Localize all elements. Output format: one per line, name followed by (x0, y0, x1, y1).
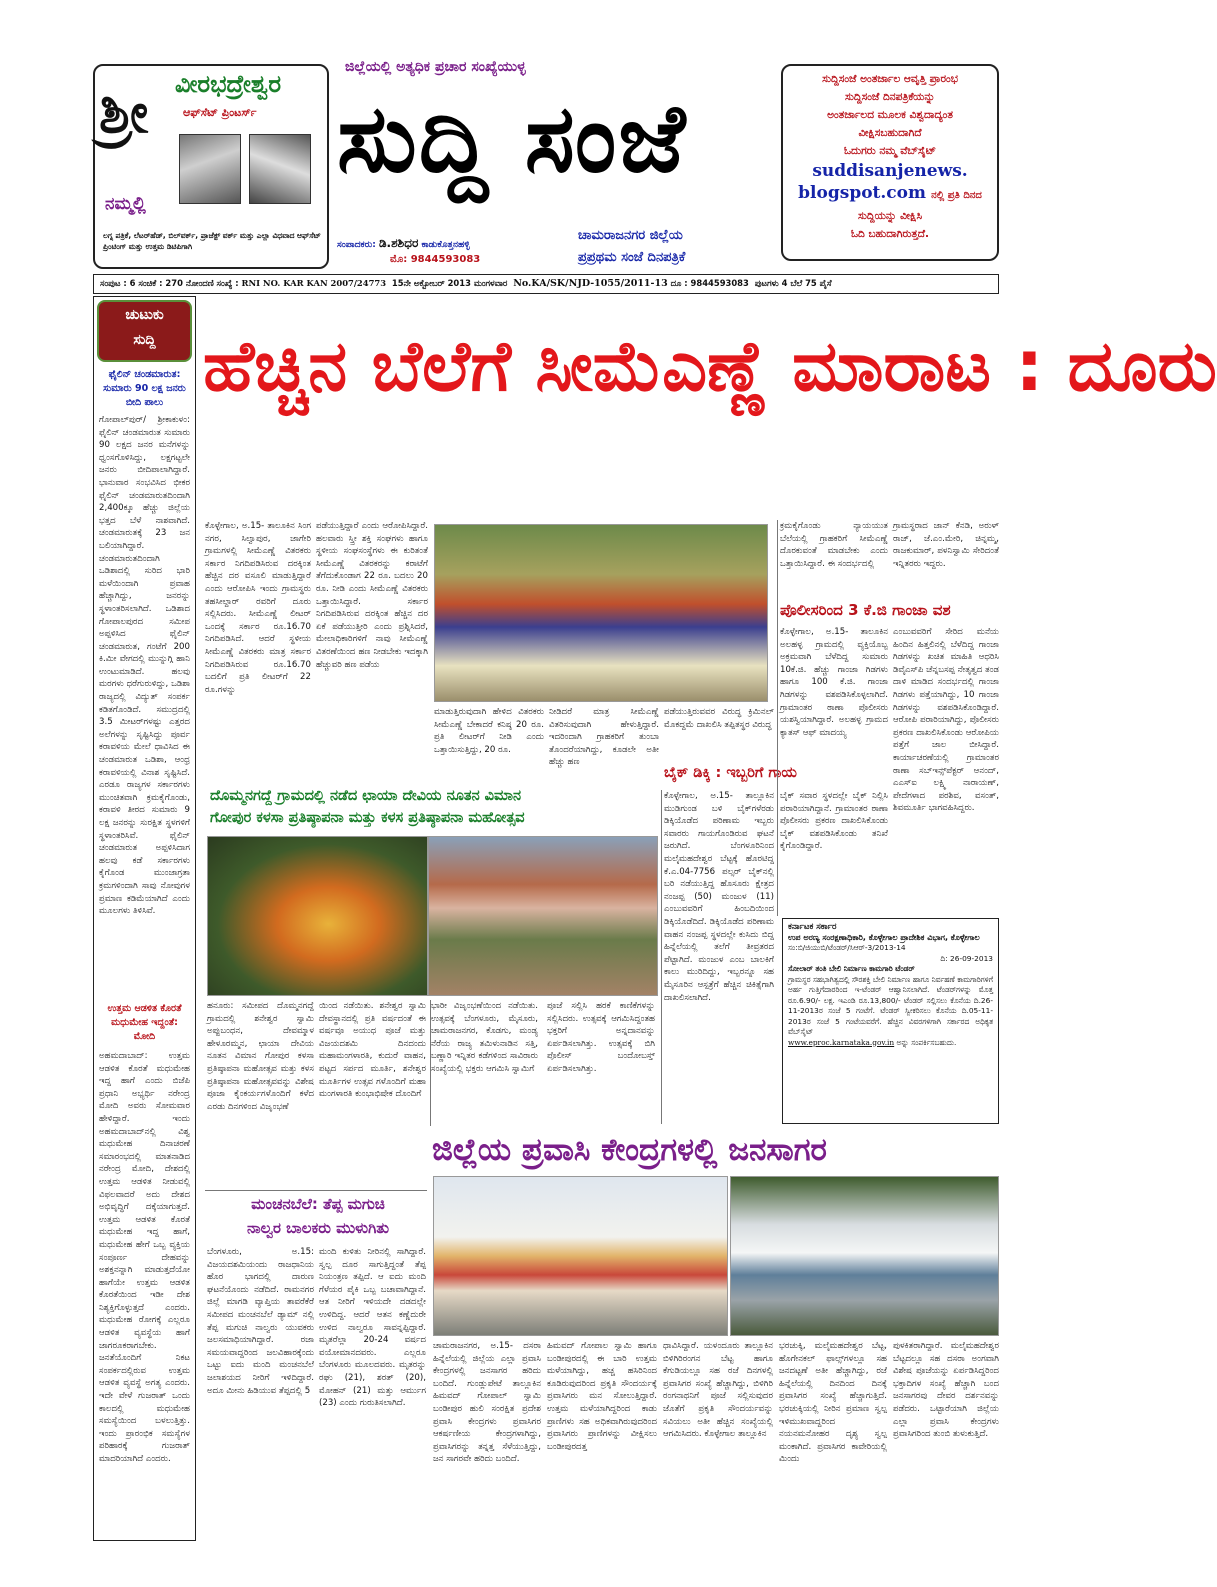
chutuku-line-2: ಸುದ್ದಿ (133, 332, 156, 348)
editor-place: ಕಾಡುಕೊತ್ತನಹಳ್ಳಿ (421, 240, 470, 250)
sidebar-text-1: ಗೋಪಾಲ್‌ಪುರ್/ ಶ್ರೀಕಾಕುಳಂ: ಫೈಲಿನ್ ಚಂಡಮಾರುತ ಸುಮಾರು 90 ಲಕ್ಷದ ಜನರ ಮನೆಗಳನ್ನು ಧ್ವಂಸಗೊಳಿಸಿದ್ದು, ಲಕ್ಷಗಟ್ಟಲೇ ಜನರು ಬೀದಿಪಾಲಾಗಿದ್ದಾರೆ. ಭಾನುವಾರ ಸಂಭವಿಸಿದ ಭೀಕರ ಫೈಲಿನ್ ಚಂಡಮಾರುತದಿಂದಾಗಿ 2,400ಕ್ಕೂ ಹೆಚ್ಚು ಜಿಲ್ಲೆಯ ಭತ್ತದ ಬೆಳೆ ನಾಶವಾಗಿದೆ. ಚಂಡಮಾರುತಕ್ಕೆ 23 ಜನ ಬಲಿಯಾಗಿದ್ದಾರೆ. ಚಂಡಮಾರುತದಿಂದಾಗಿ ಒಡಿಶಾದಲ್ಲಿ ಸುರಿದ ಭಾರಿ ಮಳೆಯಿಂದಾಗಿ ಪ್ರವಾಹ ಹೆಚ್ಚಾಗಿದ್ದು, ಜನರನ್ನು ಸ್ಥಳಾಂತರಿಸಲಾಗಿದೆ. ಒಡಿಶಾದ ಗೋಪಾಲಪುರದ ಸಮೀಪ ಅಪ್ಪಳಿಸಿದ ಫೈಲಿನ್ ಚಂಡಮಾರುತ, ಗಂಟೆಗೆ 200 ಕಿ.ಮೀ ವೇಗದಲ್ಲಿ ಮುನ್ನುಗ್ಗಿ ಹಾನಿ ಉಂಟುಮಾಡಿದೆ. ಹಲವು ಮರಗಳು ಧರೆಗುರುಳಿದ್ದು, ಒಡಿಶಾ ರಾಜ್ಯದಲ್ಲಿ ವಿದ್ಯುತ್ ಸಂಪರ್ಕ ಕಡಿತಗೊಂಡಿದೆ. ಸಮುದ್ರದಲ್ಲಿ 3.5 ಮೀಟರ್‌ಗಳಷ್ಟು ಎತ್ತರದ ಅಲೆಗಳನ್ನು ಸೃಷ್ಟಿಸಿದ್ದು ಪೂರ್ವ ಕರಾವಳಿಯ ಮೇಲೆ ಧಾವಿಸಿದ ಈ ಚಂಡಮಾರುತ ಒಡಿಶಾ, ಆಂಧ್ರ ಕರಾವಳಿಯಲ್ಲಿ ವಿನಾಶ ಸೃಷ್ಟಿಸಿದೆ. ಎರಡೂ ರಾಜ್ಯಗಳ ಸರ್ಕಾರಗಳು ಮುಂಚಿತವಾಗಿ ಕ್ರಮಕೈಗೊಂಡು, ಕರಾವಳಿ ತೀರದ ಸುಮಾರು 9 ಲಕ್ಷ ಜನರನ್ನು ಸುರಕ್ಷಿತ ಸ್ಥಳಗಳಿಗೆ ಸ್ಥಳಾಂತರಿಸಿವೆ. ಫೈಲಿನ್ ಚಂಡಮಾರುತ ಅಪ್ಪಳಿಸಿದಾಗ ಹಲವು ಕಡೆ ಸರ್ಕಾರಗಳು ಕೈಗೊಂಡ ಮುಂಜಾಗ್ರತಾ ಕ್ರಮಗಳಿಂದಾಗಿ ಸಾವು ನೋವುಗಳ ಪ್ರಮಾಣ ಕಡಿಮೆಯಾಗಿದೆ ಎಂದು ಮೂಲಗಳು ತಿಳಿಸಿವೆ. (99, 415, 190, 917)
drown-col-2: ಮಂದಿ ಕುಳಿತು ನೀರಿನಲ್ಲಿ ಸಾಗಿದ್ದಾರೆ. ಸ್ವಲ್ಪ ದೂರ ಸಾಗುತ್ತಿದ್ದಂತೆ ತೆಪ್ಪ ನಿಯಂತ್ರಣ ತಪ್ಪಿದೆ. ಆ ಐದು ಮಂದಿ ಗೆಳೆಯರ ಪೈಕಿ ಒಬ್ಬ ಬಚಾವಾಗಿದ್ದಾನೆ. ಆತ ನೀರಿಗೆ ಇಳಿಯದೇ ದಡದಲ್ಲೇ ಉಳಿದಿದ್ದ. ಆದರೆ ಆತನ ಕಣ್ಣೆದುರೇ ಉಳಿದ ನಾಲ್ವರೂ ಸಾವನ್ನಪ್ಪಿದ್ದಾರೆ. ಮೃತರೆಲ್ಲಾ 20-24 ವರ್ಷದ ವಯೋಮಾನದವರು. ಎಲ್ಲರೂ ಬೆಂಗಳೂರು ಮೂಲದವರು. ಮೃತರನ್ನು ರಘು (21), ಶರತ್ (20), ಮೋಹನ್ (21) ಮತ್ತು ಆರ್ಮುಗ (23) ಎಂದು ಗುರುತಿಸಲಾಗಿದೆ. (319, 1247, 426, 1409)
dateline-date: 15ನೇ ಅಕ್ಟೋಬರ್ 2013 ಮಂಗಳವಾರ (391, 278, 508, 288)
phone-label: ಮೊ: (390, 254, 408, 265)
editor-label: ಸಂಪಾದಕರು: (337, 240, 376, 250)
right-ad-line-1: ಸುದ್ದಿಸಂಜೆ ಅಂತರ್ಜಾಲ ಆವೃತ್ತಿ ಪ್ರಾರಂಭ (822, 73, 958, 85)
right-ad-line-5: ಓದುಗರು ನಮ್ಮ ವೆಬ್‌ಸೈಟ್ (843, 145, 937, 157)
tourism-col-5: ಪುಳಕಿತರಾಗಿದ್ದಾರೆ. ಮಲೈಮಹದೇಶ್ವರ ಬೆಟ್ಟದಲ್ಲೂ ಸಹ ದಸರಾ ಅಂಗವಾಗಿ ವಿಶೇಷ ಪೂಜೆಯನ್ನು ಏರ್ಪಡಿಸಿದ್ದರಿಂದ ಭಕ್ತಾದಿಗಳ ಸಂಖ್ಯೆ ಹೆಚ್ಚಾಗಿ ಬಂದ ಜನಸಾಗರವು ದೇವರ ದರ್ಶನವನ್ನು ಪಡೆದರು. ಒಟ್ಟಾರೆಯಾಗಿ ಜಿಲ್ಲೆಯ ಎಲ್ಲಾ ಪ್ರವಾಸಿ ಕೇಂದ್ರಗಳು ಪ್ರವಾಸಿಗರಿಂದ ತುಂಬಿ ತುಳುಕುತ್ತಿದೆ. (893, 1341, 999, 1440)
right-ad-line-6: ನಲ್ಲಿ ಪ್ರತಿ ದಿನದ (931, 190, 982, 201)
main-story-col-1: ಕೊಳ್ಳೇಗಾಲ, ಅ.15- ತಾಲೂಕಿನ ಸಿಂಗ ನಗರ, ಸಿಲ್ವಾಪುರ, ಜಾಗೇರಿ ಗ್ರಾಮಗಳಲ್ಲಿ ಸೀಮೆಎಣ್ಣೆ ವಿತರಕರು ಸರ್ಕಾರ ನಿಗದಿಪಡಿಸಿರುವ ದರಕ್ಕಿಂತ ಹೆಚ್ಚಿನ ದರ ವಸೂಲಿ ಮಾಡುತ್ತಿದ್ದಾರೆ ಎಂದು ಆರೋಪಿಸಿ ಇಂದು ಗ್ರಾಮಸ್ಥರು ತಹಸೀಲ್ದಾರ್ ರವರಿಗೆ ದೂರು ಸಲ್ಲಿಸಿದರು. ಸೀಮೆಎಣ್ಣೆ ಲೀಟರ್ ಒಂದಕ್ಕೆ ಸರ್ಕಾರ ರೂ.16.70 ನಿಗದಿಪಡಿಸಿದೆ. ಆದರೆ ಸ್ಥಳೀಯ ಸೀಮೆಎಣ್ಣೆ ವಿತರಕರು ಮಾತ್ರ ಸರ್ಕಾರ ನಿಗದಿಪಡಿಸಿರುವ ರೂ.16.70 ಬದಲಿಗೆ ಪ್ರತಿ ಲೀಟರ್‌ಗೆ 22 ರೂ.ಗಳನ್ನು (205, 521, 311, 695)
temple-col-1: ಹನೂರು: ಸಮೀಪದ ದೊಮ್ಮನಗದ್ದೆ ಗ್ರಾಮದಲ್ಲಿ ಶನೇಶ್ವರ ಸ್ವಾಮಿ ಅಪ್ಪುಬಂಧನ, ದೇವಮ್ಮಾಳ ಹೇಳೂರಮ್ಮನ, ಛಾಯಾ ದೇವಿಯ ನೂತನ ವಿಮಾನ ಗೋಪುರ ಕಳಸಾ ಪ್ರತಿಷ್ಠಾಪನಾ ಮಹೋತ್ಸವ ಮತ್ತು ಕಳಸ ಪ್ರತಿಷ್ಠಾಪನಾ ಮಹೋತ್ಸವವನ್ನು ವಿಶೇಷ ಪೂಜಾ ಕೈಂಕರ್ಯಗಳೊಂದಿಗೆ ಕಳೆದ ಎರಡು ದಿನಗಳಿಂದ ವಿಜೃಂಭಣೆ (207, 1001, 314, 1112)
dateline-volume: ಸಂಪುಟ : 6 ಸಂಚಿಕೆ : 270 ನೋಂದಣಿ ಸಂಖ್ಯೆ : (100, 278, 239, 288)
main-headline: ಹೆಚ್ಚಿನ ಬೆಲೆಗೆ ಸೀಮೆಎಣ್ಣೆ ಮಾರಾಟ : ದೂರು (203, 325, 1217, 407)
main-story-col-5: ಪಡೆಯುತ್ತಿರುವವರ ವಿರುದ್ಧ ಕ್ರಿಮಿನಲ್ ಮೊಕದ್ದಮೆ ದಾಖಲಿಸಿ ತಪ್ಪಿತಸ್ಥರ ವಿರುದ್ಧ (664, 707, 774, 730)
sidebar-headline-1: ಫೈಲಿನ್ ಚಂಡಮಾರುತ: ಸುಮಾರು 90 ಲಕ್ಷ ಜನರು ಬೀದಿ ಪಾಲು (103, 369, 186, 408)
temple-photo-2 (428, 836, 658, 996)
tender-url-row (788, 1038, 993, 1049)
tender-title-2: ಉಪ ಅರಣ್ಯ ಸಂರಕ್ಷಣಾಧಿಕಾರಿ, ಕೊಳ್ಳೇಗಾಲ ಪ್ರಾದೇಶಿಕ ವಿಭಾಗ, ಕೊಳ್ಳೇಗಾಲ (788, 932, 980, 942)
right-ad-line-3: ಅಂತರ್ಜಾಲದ ಮೂಲಕ ವಿಶ್ವದಾದ್ಯಂತ (827, 109, 953, 121)
sidebar-headline-2: ಉತ್ತಮ ಆಡಳಿತ ಕೊರತೆ ಮಧುಮೇಹ ಇದ್ದಂತೆ: ಮೋದಿ (107, 1003, 182, 1042)
tender-notice-box (782, 918, 999, 1124)
temple-headline-2: ಗೋಪುರ ಕಳಸಾ ಪ್ರತಿಷ್ಠಾಪನಾ ಮತ್ತು ಕಳಸ ಪ್ರತಿಷ್ಠಾಪನಾ ಮಹೋತ್ಸವ (210, 810, 525, 826)
right-ad-line-8: ಓದಿ ಬಹುದಾಗಿರುತ್ತದೆ. (851, 228, 929, 240)
right-ad-line-4: ವೀಕ್ಷಿಸಬಹುದಾಗಿದೆ (858, 127, 922, 139)
right-ad-box (781, 64, 999, 261)
sidebar-text-2: ಅಹಮದಾಬಾದ್: ಉತ್ತಮ ಆಡಳಿತ ಕೊರತೆ ಮಧುಮೇಹ ಇದ್ದ ಹಾಗೆ ಎಂದು ಬಿಜೆಪಿ ಪ್ರಧಾನಿ ಅಭ್ಯರ್ಥಿ ನರೇಂದ್ರ ಮೋದಿ ಅವರು ಸೋಮವಾರ ಹೇಳಿದ್ದಾರೆ. ಇಂದು ಅಹಮದಾಬಾದ್‌ನಲ್ಲಿ ವಿಶ್ವ ಮಧುಮೇಹ ದಿನಾಚರಣೆ ಸಮಾರಂಭದಲ್ಲಿ ಮಾತನಾಡಿದ ನರೇಂದ್ರ ಮೋದಿ, ದೇಶದಲ್ಲಿ ಉತ್ತಮ ಆಡಳಿತ ನೀಡುವಲ್ಲಿ ವಿಫಲವಾದರೆ ಅದು ದೇಶದ ಅಭಿವೃದ್ಧಿಗೆ ದಕ್ಕೆಯಾಗುತ್ತದೆ. ಉತ್ತಮ ಆಡಳಿತ ಕೊರತೆ ಮಧುಮೇಹ ಇದ್ದ ಹಾಗೆ, ಮಧುಮೇಹ ಹೇಗೆ ಒಬ್ಬ ವ್ಯಕ್ತಿಯ ಸಂಪೂರ್ಣ ದೇಹವನ್ನು ಅಶಕ್ತನನ್ನಾಗಿ ಮಾಡುತ್ತದೆಯೋ ಹಾಗೆಯೇ ಉತ್ತಮ ಆಡಳಿತ ಕೊರತೆಯಿಂದ ಇಡೀ ದೇಶ ನಿಶ್ಯಕ್ತಿಗೊಳ್ಳುತ್ತದೆ ಎಂದರು. ಮಧುಮೇಹ ರೋಗಕ್ಕೆ ಎಲ್ಲರೂ ಆಡಳಿತ ವ್ಯವಸ್ಥೆಯ ಹಾಗೆ ಜಾಗರೂಕರಾಗಬೇಕು. ಜನತೆಯೊಂದಿಗೆ ನಿಕಟ ಸಂಪರ್ಕದಲ್ಲಿರುವ ಉತ್ತಮ ಆಡಳಿತ ವ್ಯವಸ್ಥೆ ಅಗತ್ಯ ಎಂದರು. ಇದೇ ವೇಳೆ ಗುಜರಾತ್ ಒಂದು ಕಾಲದಲ್ಲಿ ಮಧುಮೇಹ ಸಮಸ್ಯೆಯಿಂದ ಬಳಲುತ್ತಿತ್ತು. ಇಂದು ಪ್ರಾರಂಭಿಕ ಸಮಸ್ಯೆಗಳ ಪರಿಹಾರಕ್ಕೆ ಗುಜರಾತ್ ಮಾದರಿಯಾಗಿದೆ ಎಂದರು. (99, 1051, 190, 1464)
accident-col-2: ಬೈಕ್ ಸವಾರ ಸ್ಥಳದಲ್ಲೇ ಬೈಕ್ ನಿಲ್ಲಿಸಿ ಪರಾರಿಯಾಗಿದ್ದಾನೆ. ಗ್ರಾಮಾಂತರ ಠಾಣಾ ಪೊಲೀಸರು ಪ್ರಕರಣ ದಾಖಲಿಸಿಕೊಂಡು ಬೈಕ್ ವಶಪಡಿಸಿಕೊಂಡು ತನಿಖೆ ಕೈಗೊಂಡಿದ್ದಾರೆ. (780, 791, 888, 852)
phone-number: 9844593083 (410, 254, 481, 265)
main-story-col-2: ಪಡೆಯುತ್ತಿದ್ದಾರೆ ಎಂದು ಆರೋಪಿಸಿದ್ದಾರೆ. ಹಲವಾರು ಸ್ತ್ರೀ ಶಕ್ತಿ ಸಂಘಗಳು ಹಾಗೂ ಸ್ಥಳೀಯ ಸಂಘಸಂಸ್ಥೆಗಳು ಈ ಕುರಿತಂತೆ ಸೀಮೆಎಣ್ಣೆ ವಿತರಕರನ್ನು ಕರಾಟೆಗೆ ತೆಗೆದುಕೊಂಡಾಗ 22 ರೂ. ಬದಲು 20 ರೂ. ನೀಡಿ ಎಂದು ಸೀಮೆಎಣ್ಣೆ ವಿತರಕರು ಒತ್ತಾಯಿಸಿದ್ದಾರೆ. ಸರ್ಕಾರ ನಿಗದಿಪಡಿಸಿರುವ ದರಕ್ಕಿಂತ ಹೆಚ್ಚಿನ ದರ ಏಕೆ ಪಡೆಯುತ್ತೀರಿ ಎಂದು ಪ್ರಶ್ನಿಸಿದರೆ, ಮೇಲಾಧಿಕಾರಿಗಳಿಗೆ ನಾವು ಸೀಮೆಎಣ್ಣೆ ವಿತರಣೆಯಿಂದ ಹಣ ನೀಡಬೇಕು ಇದಕ್ಕಾಗಿ ಹೆಚ್ಚುವರಿ ಹಣ ಪಡೆಯ (316, 521, 428, 670)
tender-tail: ಅನ್ನು ಸಂಪರ್ಕಿಸಬಹುದು. (896, 1037, 957, 1047)
tourism-col-1: ಚಾಮರಾಜನಗರ, ಅ.15- ದಸರಾ ಹಿನ್ನೆಲೆಯಲ್ಲಿ ಜಿಲ್ಲೆಯ ಎಲ್ಲಾ ಪ್ರವಾಸಿ ಕೇಂದ್ರಗಳಲ್ಲಿ ಜನಸಾಗರ ಹರಿದು ಬಂದಿದೆ. ಗುಂಡ್ಲುಪೇಟೆ ತಾಲ್ಲೂಕಿನ ಹಿಮವದ್ ಗೋಪಾಲ್ ಸ್ವಾಮಿ ಬಂಡೀಪುರ ಹುಲಿ ಸಂರಕ್ಷಿತ ಪ್ರದೇಶ ಪ್ರವಾಸಿ ಕೇಂದ್ರಗಳು ಪ್ರವಾಸಿಗರ ಆಕರ್ಷಣೀಯ ಕೇಂದ್ರಗಳಾಗಿದ್ದು, ಪ್ರವಾಸಿಗರನ್ನು ತನ್ನತ್ತ ಸೆಳೆಯುತ್ತಿದ್ದು, ಜನ ಸಾಗರವೇ ಹರಿದು ಬಂದಿದೆ. (433, 1341, 541, 1465)
masthead-title: ಸುದ್ದಿ ಸಂಜೆ (337, 85, 688, 194)
tender-subject: ಸೋಲಾರ್ ತಂತಿ ಬೇಲಿ ನಿರ್ಮಾಣ ಕಾಮಗಾರಿ ಟೆಂಡರ್ (788, 964, 915, 973)
main-story-col-7: ಗ್ರಾಮಸ್ಥರಾದ ಜಾನ್ ಕೆನಡಿ, ಅರುಳ್ ರಾಜ್, ಜೆ.ಎಂ.ಮೇರಿ, ಚಿನ್ನಮ್ಮ, ರಾಜಕುಮಾರ್, ಪಳನಿಸ್ವಾಮಿ ಸೇರಿದಂತೆ ಇನ್ನಿತರರು ಇದ್ದರು. (893, 521, 999, 569)
temple-col-3: ಭಾರೀ ವಿಜೃಂಭಣೆಯಿಂದ ನಡೆಯಿತು. ಉತ್ಸವಕ್ಕೆ ಬೆಂಗಳೂರು, ಮೈಸೂರು, ಚಾಮರಾಜನಗರ, ಕೊಡಗು, ಮಂಡ್ಯ ನೆರೆಯ ರಾಜ್ಯ ತಮಿಳುನಾಡಿನ ಸತ್ತಿ, ಬಣ್ಣಾರಿ ಇನ್ನಿತರ ಕಡೆಗಳಿಂದ ಸಾವಿರಾರು ಸಂಖ್ಯೆಯಲ್ಲಿ ಭಕ್ತರು ಆಗಮಿಸಿ ಸ್ವಾಮಿಗೆ (431, 1001, 538, 1074)
chutuku-line-1: ಚುಟುಕು (125, 307, 164, 323)
tourism-col-3: ಧಾವಿಸಿದ್ದಾರೆ. ಯಳಂದೂರು ತಾಲ್ಲೂಕಿನ ಬಿಳಿಗಿರಿರಂಗನ ಬೆಟ್ಟ ಹಾಗೂ ಕೆಗುಡಿಯಲ್ಲೂ ಸಹ ರಜೆ ದಿನಗಳಲ್ಲಿ ಪ್ರವಾಸಿಗರ ಸಂಖ್ಯೆ ಹೆಚ್ಚಾಗಿದ್ದು, ಬಿಳಿಗಿರಿ ರಂಗನಾಥನಿಗೆ ಪೂಜೆ ಸಲ್ಲಿಸುವುದರ ಜೊತೆಗೆ ಪ್ರಕೃತಿ ಸೌಂದರ್ಯವನ್ನು ಸವಿಯಲು ಅತೀ ಹೆಚ್ಚಿನ ಸಂಖ್ಯೆಯಲ್ಲಿ ಆಗಮಿಸಿದರು. ಕೊಳ್ಳೇಗಾಲ ತಾಲ್ಲೂಕಿನ (663, 1341, 773, 1440)
column-rule (430, 1000, 431, 1126)
main-story-col-3: ಮಾಡುತ್ತಿರುವುದಾಗಿ ಹೇಳಿದ ವಿತರಕರು ಸೀಮೆಎಣ್ಣೆ ಬೇಕಾದರೆ ಕನಿಷ್ಠ 20 ರೂ. ಪ್ರತಿ ಲೀಟರ್‌ಗೆ ನೀಡಿ ಎಂದು ಒತ್ತಾಯಿಸುತ್ತಿದ್ದು, 20 ರೂ. (434, 707, 544, 755)
section-rule (205, 1190, 427, 1191)
temple-col-4: ಪೂಜೆ ಸಲ್ಲಿಸಿ ಹರಕೆ ಕಾಣಿಕೆಗಳನ್ನು ಸಲ್ಲಿಸಿದರು. ಉತ್ಸವಕ್ಕೆ ಆಗಮಿಸಿದ್ದಂತಹ ಭಕ್ತರಿಗೆ ಅನ್ನದಾನವನ್ನು ಏರ್ಪಡಿಸಲಾಗಿತ್ತು. ಉತ್ಸವಕ್ಕೆ ಬಿಗಿ ಪೊಲೀಸ್ ಬಂದೋಬಸ್ತ್ ಏರ್ಪಡಿಸಲಾಗಿತ್ತು. (547, 1001, 655, 1074)
temple-headline-1: ದೊಮ್ಮನಗದ್ದೆ ಗ್ರಾಮದಲ್ಲಿ ನಡೆದ ಛಾಯಾ ದೇವಿಯ ನೂತನ ವಿಮಾನ (210, 788, 522, 804)
left-ad-services: ಲಗ್ನ ಪತ್ರಿಕೆ, ಲೆಟರ್‌ಹೆಡ್, ಬಿಲ್‌ವರ್ಕ್, ಪ್ರಾಜೆಕ್ಟ್ ವರ್ಕ್ ಮತ್ತು ಎಲ್ಲಾ ವಿಧವಾದ ಆಫ್‌ಸೆಟ್ ಪ್ರಿಂಟಿಂಗ್ ಮತ್ತು ಉತ್ತಮ ಡಿಟಿಪಿಗಾಗಿ (103, 231, 321, 251)
dateline-reg: No.KA/SK/NJD-1055/2011-13 (513, 278, 668, 289)
left-ad-subtitle: ಆಫ್‌ಸೆಟ್ ಪ್ರಿಂಟರ್ಸ್ (183, 106, 257, 119)
accident-col-1: ಕೊಳ್ಳೇಗಾಲ, ಅ.15- ತಾಲ್ಲೂಕಿನ ಮುಡಿಗುಂಡ ಬಳಿ ಬೈಕ್‌ಗಳೆರಡು ಡಿಕ್ಕಿಯೊಡೆದ ಪರಿಣಾಮ ಇಬ್ಬರು ಸವಾರರು ಗಾಯಗೊಂಡಿರುವ ಘಟನೆ ಜರುಗಿದೆ. ಬೆಂಗಳೂರಿನಿಂದ ಮಲೈಮಹದೇಶ್ವರ ಬೆಟ್ಟಕ್ಕೆ ಹೊರಟಿದ್ದ ಕೆ.ಎ.04-7756 ಪಲ್ಸರ್ ಬೈಕ್‌ನಲ್ಲಿ ಬರಿ ನಡೆಯುತ್ತಿದ್ದ ಹೊಸೂರು ಕ್ಷೇತ್ರದ ನಂಜಪ್ಪ (50) ಮಂಜುಳ (11) ಎಂಬುವವರಿಗೆ ಹಿಂಬದಿಯಿಂದ ಡಿಕ್ಕಿಯೊಡೆದಿದೆ. ಡಿಕ್ಕಿಯೊಡೆದ ಪರಿಣಾಮ ವಾಹನ ನಂಜಪ್ಪ ಸ್ಥಳದಲ್ಲೇ ಕುಸಿದು ಬಿದ್ದ ಹಿನ್ನೆಲೆಯಲ್ಲಿ ತಲೆಗೆ ತೀವ್ರತರದ ಪೆಟ್ಟಾಗಿದೆ. ಮಂಜುಳ ಎಂಬ ಬಾಲಕಿಗೆ ಕಾಲು ಮುರಿದಿದ್ದು, ಇಬ್ಬರನ್ನೂ ಸಹ ಮೈಸೂರಿನ ಆಸ್ಪತ್ರೆಗೆ ಹೆಚ್ಚಿನ ಚಿಕಿತ್ಸೆಗಾಗಿ ದಾಖಲಿಸಲಾಗಿದೆ. (664, 791, 774, 1003)
dateline-phone: ದೂ : 9844593083 (670, 278, 749, 288)
masthead-tagline: ಜಿಲ್ಲೆಯಲ್ಲಿ ಅತ್ಯಧಿಕ ಪ್ರಚಾರ ಸಂಖ್ಯೆಯುಳ್ಳ (345, 59, 526, 75)
website-url-row (783, 182, 997, 207)
main-story-col-6: ಕ್ರಮಕೈಗೊಂಡು ನ್ಯಾಯಯುತ ಬೆಲೆಯಲ್ಲಿ ಗ್ರಾಹಕರಿಗೆ ಸೀಮೆಎಣ್ಣೆ ದೊರಕುವಂತೆ ಮಾಡಬೇಕು ಎಂದು ಒತ್ತಾಯಿಸಿದ್ದಾರೆ. ಈ ಸಂದರ್ಭದಲ್ಲಿ (780, 521, 888, 569)
temple-photo-1 (207, 836, 428, 996)
tender-date: ದಿ: 26-09-2013 (940, 953, 993, 963)
right-ad-line-2: ಸುದ್ದಿಸಂಜೆ ದಿನಪತ್ರಿಕೆಯನ್ನು (844, 91, 936, 103)
district-line-2: ಪ್ರಪ್ರಥಮ ಸಂಜೆ ದಿನಪತ್ರಿಕೆ (578, 250, 686, 265)
tender-body: ಗ್ರಾಮಸ್ಥರ ಸಹಭಾಗಿತ್ವದಲ್ಲಿ ಸೌರಶಕ್ತಿ ಬೇಲಿ ನಿರ್ಮಾಣ ಹಾಗೂ ನಿರ್ವಹಣೆ ಕಾಮಗಾರಿಗಳಿಗೆ ಅರ್ಹ ಗುತ್ತಿಗೆದಾರರಿಂದ ಇ-ಟೆಂಡರ್ ಆಹ್ವಾನಿಸಲಾಗಿದೆ. ಟೆಂಡರ್‌ಗಳನ್ನು ಮೊತ್ತ ರೂ.6.90/- ಲಕ್ಷ. ಇಎಂಡಿ ರೂ.13,800/- ಟೆಂಡರ್ ಸಲ್ಲಿಸಲು ಕೊನೆಯ ದಿ.26-11-2013ರ ಸಂಜೆ 5 ಗಂಟೆಗೆ. ಟೆಂಡರ್ ಸ್ವೀಕರಿಸಲು ಕೊನೆಯ ದಿ.05-11-2013ರ ಸಂಜೆ 5 ಗಂಟೆಯವರೆಗೆ. ಹೆಚ್ಚಿನ ವಿವರಗಳಿಗಾಗಿ ಸರ್ಕಾರದ ಅಧಿಕೃತ ವೆಬ್‌ಸೈಟ್ (788, 974, 993, 1036)
kerosene-queue-photo (434, 524, 768, 702)
tourism-col-4: ಭರಚುಕ್ಕಿ, ಮಲೈಮಹದೇಶ್ವರ ಬೆಟ್ಟ, ಹೊಗೇನಕಲ್ ಫಾಲ್ಸ್‌ಗಳಲ್ಲೂ ಸಹ ಜನದಟ್ಟಣೆ ಅತೀ ಹೆಚ್ಚಾಗಿದ್ದು, ರಜೆ ಹಿನ್ನೆಲೆಯಲ್ಲಿ ದಿನದಿಂದ ದಿನಕ್ಕೆ ಪ್ರವಾಸಿಗರ ಸಂಖ್ಯೆ ಹೆಚ್ಚಾಗುತ್ತಿದೆ. ಭರಚುಕ್ಕಿಯಲ್ಲಿ ನೀರಿನ ಪ್ರಮಾಣ ಸ್ವಲ್ಪ ಇಳಿಮುಖವಾದ್ದರಿಂದ ನಯನಮನೋಹರ ದೃಶ್ಯ ಸ್ವಲ್ಪ ಮಂಕಾಗಿದೆ. ಪ್ರವಾಸಿಗರ ಕಾವೇರಿಯಲ್ಲಿ ಮಿಂದು (779, 1341, 887, 1465)
dateline-rni: RNI NO. KAR KAN 2007/24773 (241, 278, 387, 288)
dateline-pages: ಪುಟಗಳು 4 ಬೆಲೆ 75 ಪೈಸೆ (754, 278, 832, 288)
tourism-headline: ಜಿಲ್ಲೆಯ ಪ್ರವಾಸಿ ಕೇಂದ್ರಗಳಲ್ಲಿ ಜನಸಾಗರ (432, 1132, 827, 1168)
waterfall-photo (730, 1176, 999, 1336)
ganja-headline: ಪೊಲೀಸರಿಂದ 3 ಕೆ.ಜಿ ಗಾಂಜಾ ವಶ (780, 601, 951, 619)
website-url-2[interactable]: blogspot.com (798, 183, 926, 203)
left-ad-box (93, 64, 329, 269)
temple-tower-photo (433, 1176, 728, 1336)
phone-line (390, 254, 480, 265)
tourism-col-2: ಹಿಮವದ್ ಗೋಪಾಲ ಸ್ವಾಮಿ ಹಾಗೂ ಬಂಡೀಪುರದಲ್ಲಿ ಈ ಬಾರಿ ಉತ್ತಮ ಮಳೆಯಾಗಿದ್ದು, ಹಚ್ಚ ಹಸಿರಿನಿಂದ ಕೂಡಿರುವುದರಿಂದ ಪ್ರಕೃತಿ ಸೌಂದರ್ಯಕ್ಕೆ ಪ್ರವಾಸಿಗರು ಮನ ಸೋಲುತ್ತಿದ್ದಾರೆ. ಉತ್ತಮ ಮಳೆಯಾಗಿದ್ದರಿಂದ ಕಾಡು ಪ್ರಾಣಿಗಳು ಸಹ ಅಧಿಕವಾಗಿರುವುದರಿಂದ ಪ್ರವಾಸಿಗರು ಪ್ರಾಣಿಗಳನ್ನು ವೀಕ್ಷಿಸಲು ಬಂಡೀಪುರದತ್ತ (547, 1341, 657, 1452)
deity-image-2 (249, 134, 311, 204)
editor-name: ಡಿ.ಶಶಿಧರ (378, 236, 419, 250)
website-url-1[interactable]: suddisanjenews. (812, 161, 968, 181)
accident-headline: ಬೈಕ್ ಡಿಕ್ಕಿ : ಇಬ್ಬರಿಗೆ ಗಾಯ (664, 765, 797, 781)
district-line-1: ಚಾಮರಾಜನಗರ ಜಿಲ್ಲೆಯ (578, 228, 683, 243)
drown-headline-1: ಮಂಚನಬೆಲೆ: ತೆಪ್ಪ ಮಗುಚಿ (251, 1195, 385, 1213)
drown-headline-2: ನಾಲ್ವರ ಬಾಲಕರು ಮುಳುಗಿತು (246, 1219, 389, 1237)
main-story-col-4: ನೀಡಿದರೆ ಮಾತ್ರ ಸೀಮೆಎಣ್ಣೆ ವಿತರಿಸುವುದಾಗಿ ಹೇಳುತ್ತಿದ್ದಾರೆ. ಇದರಿಂದಾಗಿ ಗ್ರಾಹಕರಿಗೆ ತುಂಬಾ ತೊಂದರೆಯಾಗಿದ್ದು, ಕೂಡಲೇ ಅತೀ ಹೆಚ್ಚು ಹಣ (549, 707, 659, 768)
drown-col-1: ಬೆಂಗಳೂರು, ಅ.15: ವಿಜಯದಶಮಿಯಂದು ರಾಜಧಾನಿಯ ಹೊರ ಭಾಗದಲ್ಲಿ ದಾರುಣ ಘಟನೆಯೊಂದು ನಡೆದಿದೆ. ರಾಮನಗರ ಜಿಲ್ಲೆ ಮಾಗಡಿ ವ್ಯಾಪ್ತಿಯ ತಾವರೆಕೆರೆ ಸಮೀಪದ ಮಂಚನಬೆಲೆ ಡ್ಯಾಮ್ ನಲ್ಲಿ ತೆಪ್ಪ ಮಗುಚಿ ನಾಲ್ವರು ಯುವಕರು ಜಲಸಮಾಧಿಯಾಗಿದ್ದಾರೆ. ರಜಾ ಸಮಯವಾದ್ದರಿಂದ ಜಲವಿಹಾರಕ್ಕೆಂದು ಒಟ್ಟು ಐದು ಮಂದಿ ಮಂಚನಬೆಲೆ ಜಲಾಶಯದ ನೀರಿಗೆ ಇಳಿದಿದ್ದಾರೆ. ಅದೂ ಮೀನು ಹಿಡಿಯುವ ತೆಪ್ಪದಲ್ಲಿ 5 (207, 1247, 314, 1396)
column-rule (661, 790, 662, 1124)
tender-title-1: ಕರ್ನಾಟಕ ಸರ್ಕಾರ (788, 922, 837, 932)
tender-url[interactable]: www.eproc.karnataka.gov.in (788, 1037, 895, 1047)
shri-logo: ಶ್ರೀ (99, 81, 149, 146)
chutuku-badge (97, 300, 192, 362)
temple-col-2: ಯಿಂದ ನಡೆಯಿತು. ಶನೇಶ್ವರ ಸ್ವಾಮಿ ದೇವಸ್ಥಾನದಲ್ಲಿ ಪ್ರತಿ ವರ್ಷದಂತೆ ಈ ವರ್ಷವೂ ಅಯುಧ ಪೂಜೆ ಮತ್ತು ವಿಜಯದಶಮಿ ದಿನದಂದು ಮಹಾಮಂಗಳಾರತಿ, ಕುದುರೆ ವಾಹನ, ಪಟ್ಟದ ಸರ್ಪದ ಮೂರ್ತಿ, ಶನೇಶ್ವರ ಮೂರ್ತಿಗಳ ಉತ್ಸವ ಗಳೊಂದಿಗೆ ಮಹಾ ಮಂಗಳಾರತಿ ಕುಂಭಾಭಿಷೇಕ ದೊಂದಿಗೆ (319, 1001, 426, 1100)
left-ad-title: ವೀರಭದ್ರೇಶ್ವರ (175, 70, 282, 98)
right-ad-line-7: ಸುದ್ದಿಯನ್ನು ವೀಕ್ಷಿಸಿ (857, 210, 923, 222)
deity-image-1 (179, 134, 241, 204)
ganja-col-1: ಕೊಳ್ಳೇಗಾಲ, ಅ.15- ತಾಲೂಕಿನ ಅಲಹಳ್ಳ ಗ್ರಾಮದಲ್ಲಿ ವ್ಯಕ್ತಿಯೊಬ್ಬ ಅಕ್ರಮವಾಗಿ ಬೆಳೆದಿದ್ದ ಸುಮಾರು 10ಕೆ.ಜಿ. ಹೆಚ್ಚು ಗಾಂಜಾ ಗಿಡಗಳು ಹಾಗೂ 100 ಕೆ.ಜಿ. ಗಾಂಜಾ ಗಿಡಗಳನ್ನು ವಶಪಡಿಸಿಕೊಳ್ಳಲಾಗಿದೆ. ಗ್ರಾಮಾಂತರ ಠಾಣಾ ಪೊಲೀಸರು ಯಶಸ್ವಿಯಾಗಿದ್ದಾರೆ. ಅಲಹಳ್ಳ ಗ್ರಾಮದ ಕ್ಯಾತಸ್ ಆಫ್ ಮಾದಯ್ಯ (780, 627, 888, 738)
nammalli-label: ನಮ್ಮಲ್ಲಿ (105, 194, 146, 214)
editor-line (337, 236, 470, 251)
tender-ref: ಸಂ:ಬಿ/ಜಿಯುಬಿ/ಟೆಂಡರ್/ಸಿಆರ್-3/2013-14 (788, 943, 906, 952)
ganja-col-2: ಎಂಬುವವರಿಗೆ ಸೇರಿದ ಮನೆಯ ಹಿಂದಿನ ಹಿತ್ತಲಿನಲ್ಲಿ ಬೆಳೆದಿದ್ದ ಗಾಂಜಾ ಗಿಡಗಳನ್ನು ಖಚಿತ ಮಾಹಿತಿ ಆಧರಿಸಿ ಡಿವೈಎಸ್‌ಪಿ ಚೆನ್ನಬಸಪ್ಪ ನೇತೃತ್ವದ ತಂಡ ದಾಳಿ ಮಾಡಿದ ಸಂದರ್ಭದಲ್ಲಿ ಗಾಂಜಾ ಗಿಡಗಳು ಪತ್ತೆಯಾಗಿದ್ದು, 10 ಗಾಂಜಾ ಗಿಡಗಳನ್ನು ವಶಪಡಿಸಿಕೊಂಡಿದ್ದಾರೆ. ಆರೋಪಿ ಪರಾರಿಯಾಗಿದ್ದು, ಪೊಲೀಸರು ಪ್ರಕರಣ ದಾಖಲಿಸಿಕೊಂಡು ಆರೋಪಿಯ ಪತ್ತೆಗೆ ಜಾಲ ಬೀಸಿದ್ದಾರೆ. ಕಾರ್ಯಾಚರಣೆಯಲ್ಲಿ ಗ್ರಾಮಾಂತರ ಠಾಣಾ ಸಬ್‌ಇನ್ಸ್‌ಪೆಕ್ಟರ್ ಆನಂದ್, ಎಎಸ್‌ಐ ಲಕ್ಷ್ಮಿ ನಾರಾಯಣ್, ಪೇದೆಗಳಾದ ಪರಶಿವ, ವಸಂತ್, ಶಿವಮೂರ್ತಿ ಭಾಗವಹಿಸಿದ್ದರು. (893, 627, 999, 814)
dateline-bar (93, 274, 999, 294)
column-rule (777, 520, 778, 916)
